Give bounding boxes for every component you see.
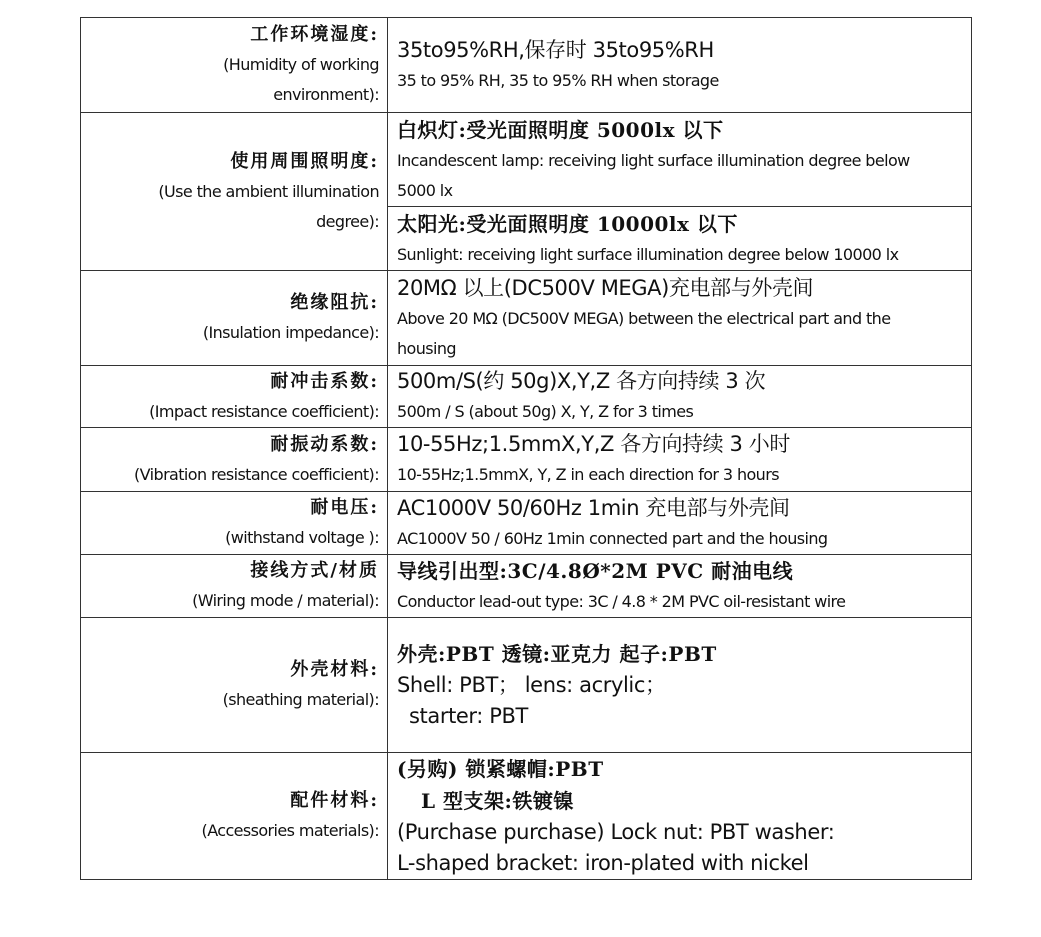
label-cell <box>81 492 388 555</box>
label-zh: 耐振动系数: <box>270 433 379 455</box>
spec-row-withstand-voltage <box>81 492 972 555</box>
value-en: Incandescent lamp: receiving light surface illumination degree below <box>397 150 910 170</box>
label-cell <box>81 113 388 271</box>
label-cell <box>81 18 388 113</box>
value-cell <box>388 18 972 113</box>
value-cell <box>388 618 972 753</box>
label-en: (sheathing material): <box>222 690 379 709</box>
label-en: (Use the ambient illumination <box>158 181 379 201</box>
label-cell <box>81 753 388 880</box>
label-zh: 外壳材料: <box>290 659 379 680</box>
value-cell <box>388 492 972 555</box>
label-en: (Wiring mode / material): <box>192 591 379 610</box>
value-zh: 20MΩ 以上(DC500V MEGA)充电部与外壳间 <box>397 275 814 300</box>
value-zh: 白炽灯:受光面照明度 5000lx 以下 <box>397 117 724 142</box>
spec-row-humidity <box>81 18 972 113</box>
label-cell <box>81 618 388 753</box>
spec-row-illumination-incandescent <box>81 113 972 207</box>
value-en: (Purchase purchase) Lock nut: PBT washer: <box>397 820 835 844</box>
value-en: 5000 lx <box>397 180 453 200</box>
label-en: environment): <box>273 85 379 104</box>
value-cell <box>388 753 972 880</box>
label-cell <box>81 555 388 618</box>
value-en: Conductor lead-out type: 3C / 4.8 * 2M PVC oil-resistant wire <box>397 592 846 611</box>
value-cell <box>388 428 972 492</box>
value-en: Above 20 MΩ (DC500V MEGA) between the electrical part and the <box>397 308 891 328</box>
label-cell <box>81 366 388 428</box>
value-en: 35 to 95% RH, 35 to 95% RH when storage <box>397 70 719 90</box>
value-en: starter: PBT <box>409 704 528 728</box>
value-en: AC1000V 50 / 60Hz 1min connected part and the housing <box>397 528 828 548</box>
label-zh: 耐冲击系数: <box>270 370 379 392</box>
value-en: 10-55Hz;1.5mmX, Y, Z in each direction for 3 hours <box>397 465 779 484</box>
value-zh: 导线引出型:3C/4.8Ø*2M PVC 耐油电线 <box>397 559 794 583</box>
value-zh: 35to95%RH,保存时 35to95%RH <box>397 37 714 62</box>
value-en: Sunlight: receiving light surface illumination degree below 10000 lx <box>397 244 899 264</box>
label-cell <box>81 428 388 492</box>
label-zh: 配件材料: <box>290 790 379 811</box>
value-cell <box>388 555 972 618</box>
spec-row-sheathing <box>81 618 972 753</box>
value-zh: 10-55Hz;1.5mmX,Y,Z 各方向持续 3 小时 <box>397 432 790 456</box>
value-zh: 太阳光:受光面照明度 10000lx 以下 <box>397 211 738 236</box>
value-zh: 500m/S(约 50g)X,Y,Z 各方向持续 3 次 <box>397 369 766 393</box>
spec-row-vibration <box>81 428 972 492</box>
label-zh: 接线方式/材质 <box>250 560 379 581</box>
spec-row-insulation <box>81 271 972 366</box>
label-zh: 工作环境湿度: <box>250 24 379 45</box>
value-en: Shell: PBT； lens: acrylic； <box>397 673 666 697</box>
label-en: (Humidity of working <box>223 55 379 74</box>
value-cell <box>388 113 972 207</box>
value-zh: (另购) 锁紧螺帽:PBT <box>397 757 604 781</box>
spec-row-impact <box>81 366 972 428</box>
value-en: housing <box>397 338 456 358</box>
label-zh: 使用周围照明度: <box>230 150 379 172</box>
label-zh: 绝缘阻抗: <box>290 292 379 313</box>
spec-row-accessories <box>81 753 972 880</box>
label-cell <box>81 271 388 366</box>
value-zh: 外壳:PBT 透镜:亚克力 起子:PBT <box>397 642 717 666</box>
spec-row-wiring <box>81 555 972 618</box>
value-cell <box>388 271 972 366</box>
label-zh: 耐电压: <box>310 497 379 518</box>
label-en: (withstand voltage ): <box>225 528 379 547</box>
value-en: L-shaped bracket: iron-plated with nickel <box>397 851 809 875</box>
label-en: degree): <box>316 211 379 231</box>
value-zh: L 型支架:铁镀镍 <box>421 789 574 813</box>
value-zh: AC1000V 50/60Hz 1min 充电部与外壳间 <box>397 495 790 520</box>
label-en: (Insulation impedance): <box>202 323 379 342</box>
value-en: 500m / S (about 50g) X, Y, Z for 3 times <box>397 402 694 421</box>
value-cell <box>388 366 972 428</box>
label-en: (Accessories materials): <box>201 821 379 840</box>
value-cell <box>388 207 972 271</box>
label-en: (Impact resistance coefficient): <box>149 401 379 421</box>
spec-table <box>80 17 972 880</box>
label-en: (Vibration resistance coefficient): <box>134 464 379 484</box>
